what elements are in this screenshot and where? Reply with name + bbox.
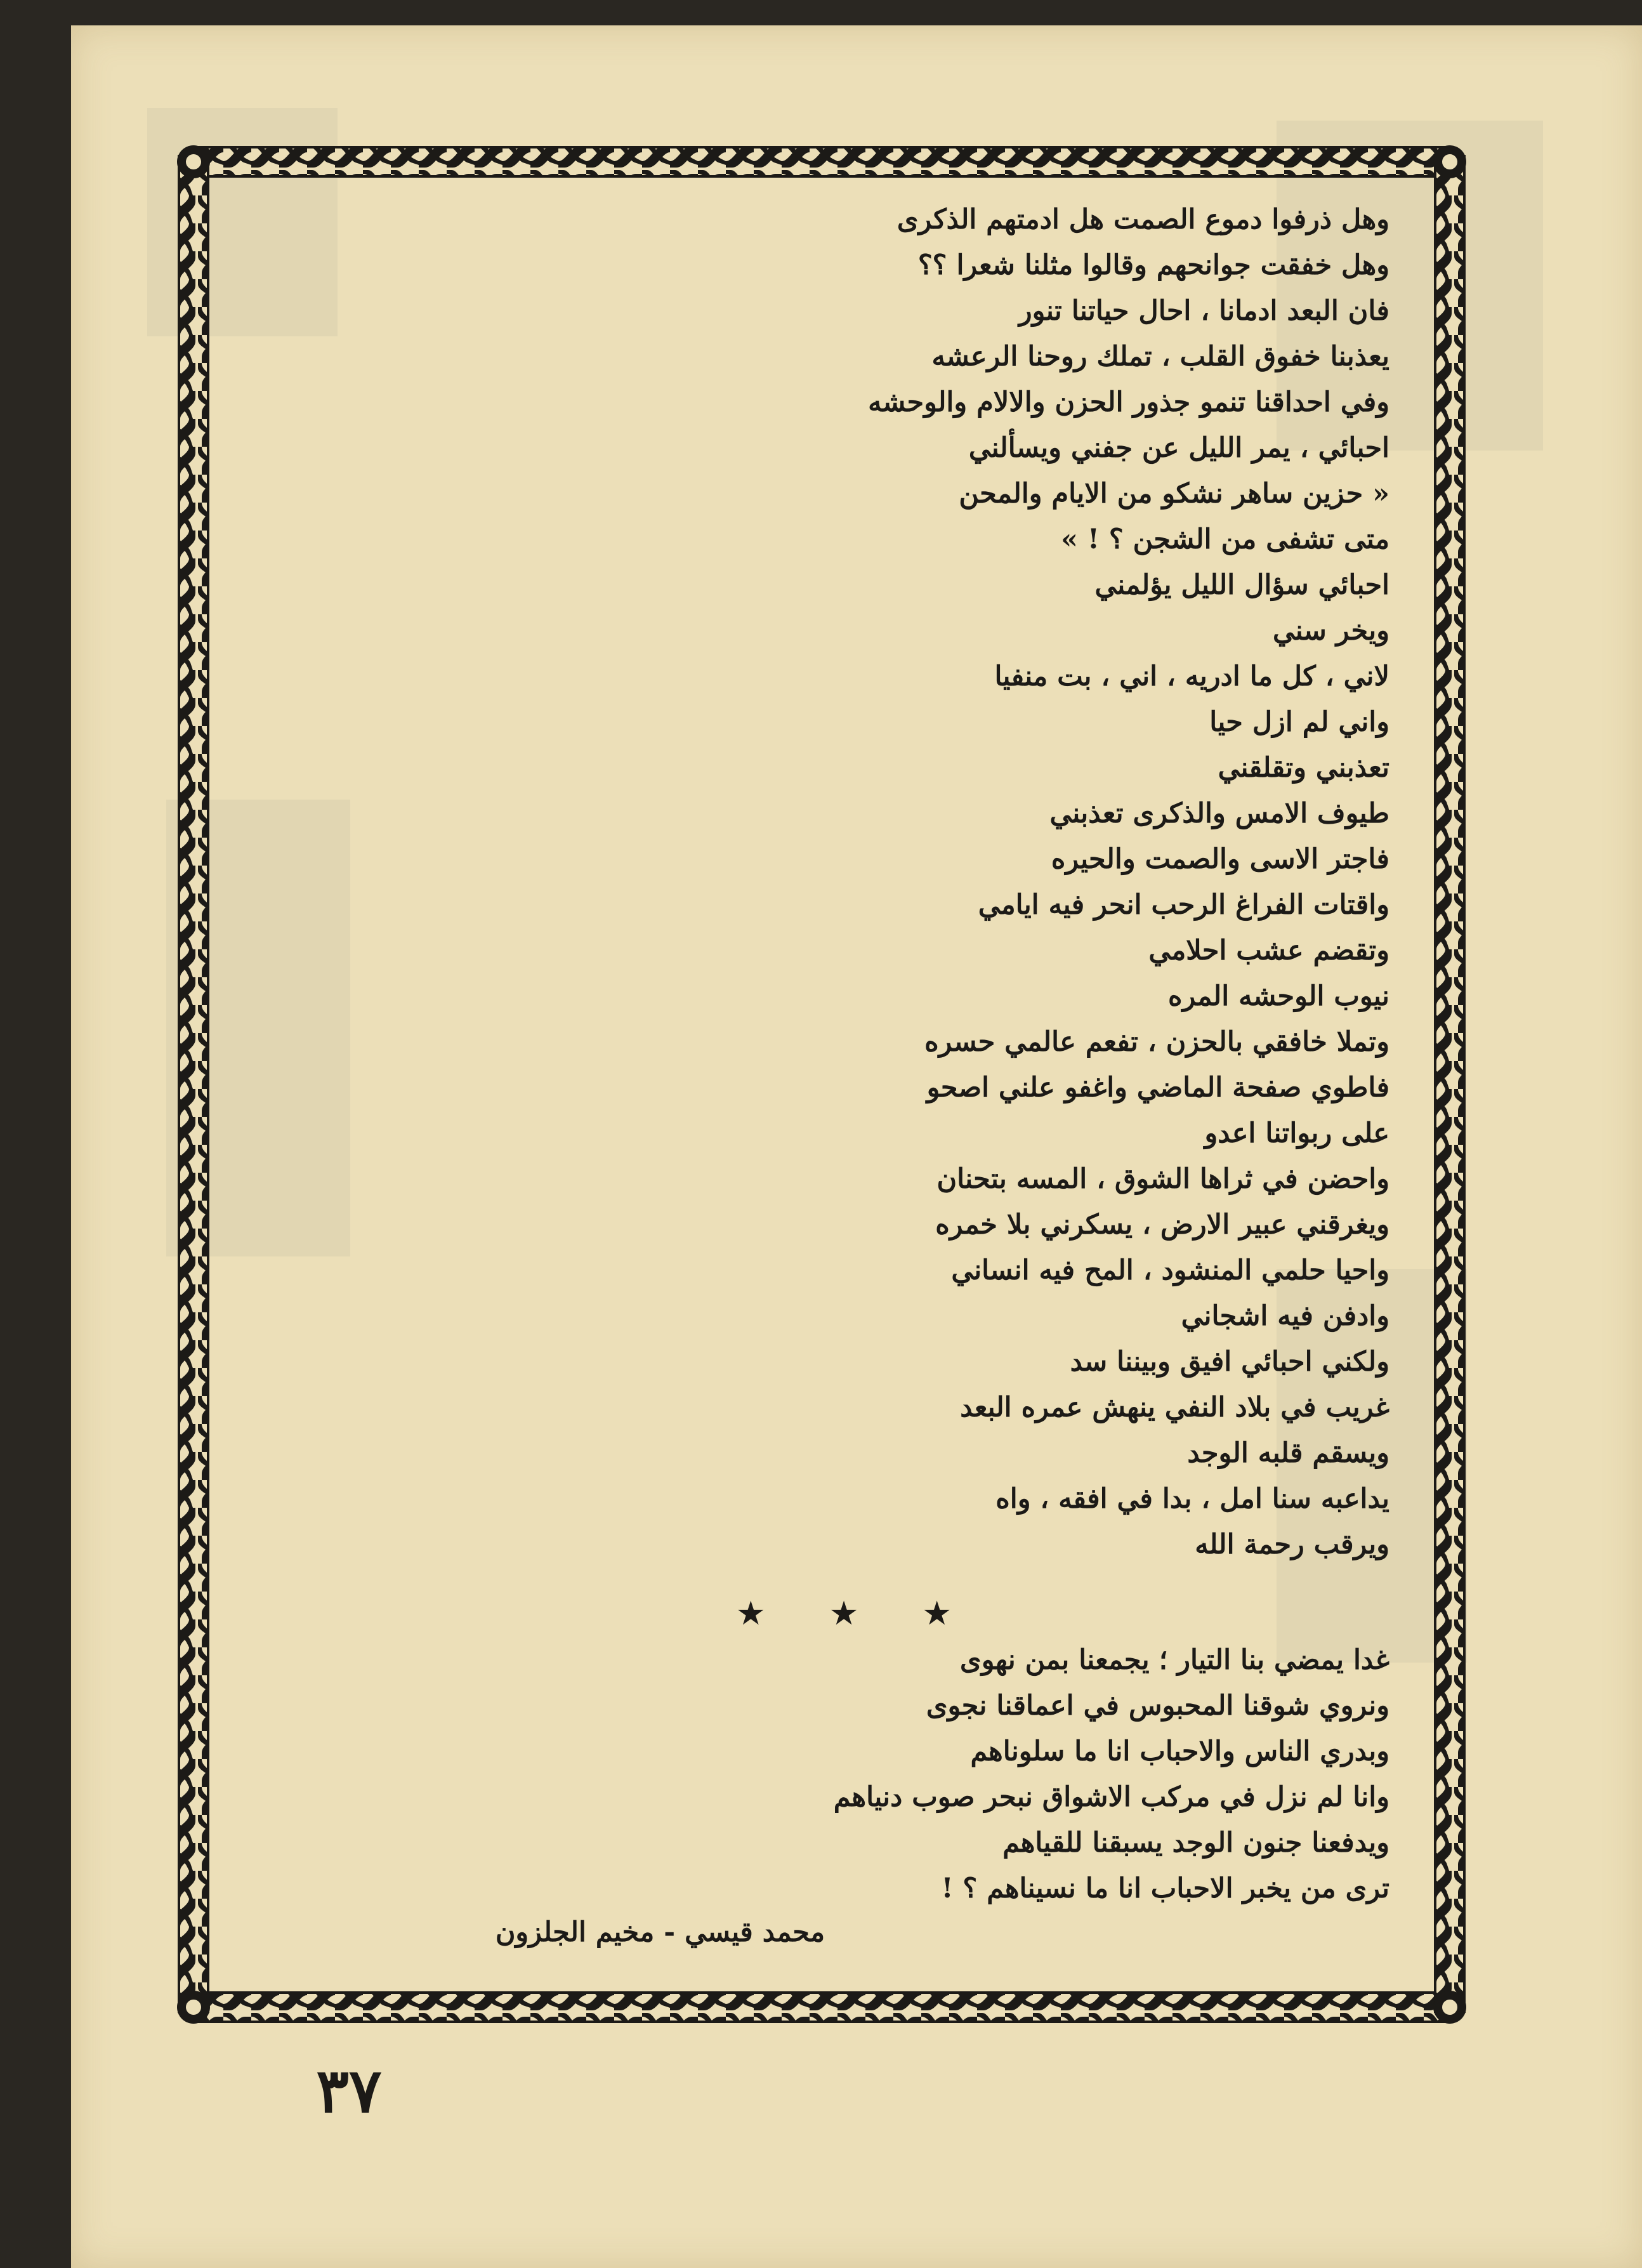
poem-line: على ربواتنا اعدو <box>1204 1118 1389 1149</box>
poem-line: فاجتر الاسى والصمت والحيره <box>1051 843 1389 875</box>
poem-line: نيوب الوحشه المره <box>1168 980 1389 1012</box>
poem-line: واقتات الفراغ الرحب انحر فيه ايامي <box>978 889 1389 921</box>
poem-line: وتملا خافقي بالحزن ، تفعم عالمي حسره <box>924 1026 1389 1058</box>
poem-closing-stanza <box>381 1637 1389 1911</box>
poem-line: وبدري الناس والاحباب انا ما سلوناهم <box>970 1736 1389 1767</box>
page-number: ٣٧ <box>316 2055 382 2126</box>
star-icon: ★ <box>922 1595 952 1633</box>
poem-line: واني لم ازل حيا <box>1209 706 1389 738</box>
poem-line: وفي احداقنا تنمو جذور الحزن والالام والوحشه <box>868 386 1389 418</box>
poem-line: ويسقم قلبه الوجد <box>1187 1437 1389 1469</box>
poem-line: ونروي شوقنا المحبوس في اعماقنا نجوى <box>926 1690 1389 1722</box>
poem-author: محمد قيسي - مخيم الجلزون <box>495 1916 825 1948</box>
poem-line: غدا يمضي بنا التيار ؛ يجمعنا بمن نهوى <box>960 1644 1389 1676</box>
poem-line: ولكني احبائي افيق وبيننا سد <box>1070 1346 1389 1378</box>
poem-line: غريب في بلاد النفي ينهش عمره البعد <box>960 1392 1389 1423</box>
poem-line: وادفن فيه اشجاني <box>1181 1300 1389 1332</box>
poem-line: متى تشفى من الشجن ؟ ! » <box>1061 524 1389 555</box>
poem-line: ويرقب رحمة الله <box>1195 1529 1389 1560</box>
poem-line: فان البعد ادمانا ، احال حياتنا تنور <box>1018 295 1389 327</box>
poem-line: طيوف الامس والذكرى تعذبني <box>1049 798 1389 829</box>
star-icon: ★ <box>829 1595 859 1633</box>
poem-line: احبائي ، يمر الليل عن جفني ويسألني <box>968 432 1389 464</box>
poem-line: واحيا حلمي المنشود ، المح فيه انساني <box>951 1255 1389 1286</box>
poem-line: يداعبه سنا امل ، بدا في افقه ، واه <box>995 1483 1389 1515</box>
poem-line: واحضن في ثراها الشوق ، المسه بتحنان <box>936 1163 1389 1195</box>
poem-line: ويخر سني <box>1272 615 1389 647</box>
poem-line: لاني ، كل ما ادريه ، اني ، بت منفيا <box>994 661 1389 692</box>
poem-line: وهل خفقت جوانحهم وقالوا مثلنا شعرا ؟؟ <box>917 249 1389 281</box>
poem-line: ويغرقني عبير الارض ، يسكرني بلا خمره <box>935 1209 1389 1241</box>
poem-line: وتقضم عشب احلامي <box>1148 935 1389 966</box>
poem-line: ويدفعنا جنون الوجد يسبقنا للقياهم <box>1002 1827 1389 1859</box>
section-separator <box>736 1592 952 1636</box>
poem-line: ترى من يخبر الاحباب انا ما نسيناهم ؟ ! <box>941 1873 1389 1904</box>
poem-line: يعذبنا خفوق القلب ، تملك روحنا الرعشه <box>931 341 1389 373</box>
poem-line: فاطوي صفحة الماضي واغفو علني اصحو <box>926 1072 1389 1104</box>
poem-line: تعذبني وتقلقني <box>1218 752 1389 784</box>
poem-line: « حزين ساهر نشكو من الايام والمحن <box>959 478 1389 510</box>
poem-line: احبائي سؤال الليل يؤلمني <box>1094 569 1389 601</box>
poem-line: وهل ذرفوا دموع الصمت هل ادمتهم الذكرى <box>897 204 1389 235</box>
poem-line: وانا لم نزل في مركب الاشواق نبحر صوب دنياهم <box>833 1781 1389 1813</box>
star-icon: ★ <box>736 1595 766 1633</box>
